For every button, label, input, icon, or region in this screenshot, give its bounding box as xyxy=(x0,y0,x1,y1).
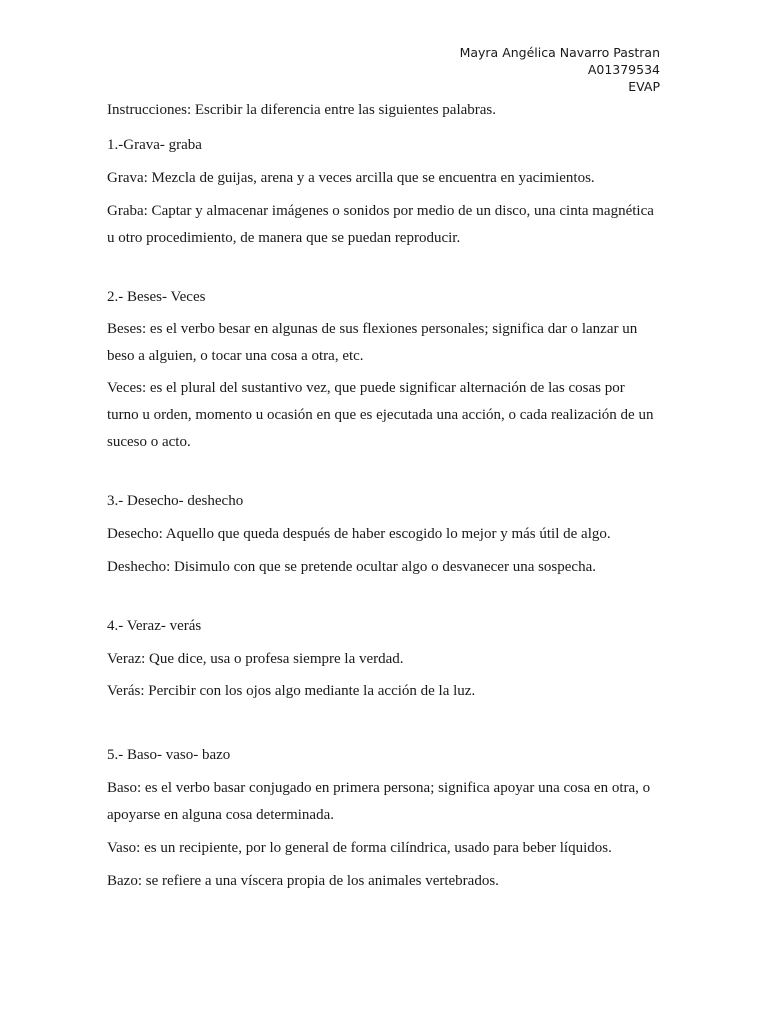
definition-line: suceso o acto. xyxy=(107,434,191,450)
instructions: Instrucciones: Escribir la diferencia entre las siguientes palabras. xyxy=(107,102,497,118)
section-title: 4.- Veraz- verás xyxy=(107,618,202,634)
definition-line: Deshecho: Disimulo con que se pretende ocultar algo o desvanecer una sospecha. xyxy=(107,559,596,575)
definition-line: Bazo: se refiere a una víscera propia de los animales vertebrados. xyxy=(107,873,499,889)
definition-line: Desecho: Aquello que queda después de haber escogido lo mejor y más útil de algo. xyxy=(107,526,611,542)
document-header xyxy=(460,44,660,95)
section-title: 3.- Desecho- deshecho xyxy=(107,493,244,509)
definition-line: Baso: es el verbo basar conjugado en primera persona; significa apoyar una cosa en otra, o xyxy=(107,780,651,796)
definition-line: beso a alguien, o tocar una cosa a otra, etc. xyxy=(107,348,364,364)
definition-line: turno u orden, momento u ocasión en que es ejecutada una acción, o cada realización de un xyxy=(107,407,654,423)
definition-line: apoyarse en alguna cosa determinada. xyxy=(107,807,334,823)
definition-line: Veces: es el plural del sustantivo vez, que puede significar alternación de las cosas por xyxy=(107,380,625,396)
definition-line: u otro procedimiento, de manera que se puedan reproducir. xyxy=(107,230,461,246)
section-title: 1.-Grava- graba xyxy=(107,137,202,153)
definition-line: Grava: Mezcla de guijas, arena y a veces arcilla que se encuentra en yacimientos. xyxy=(107,170,595,186)
definition-line: Beses: es el verbo besar en algunas de sus flexiones personales; significa dar o lanzar un xyxy=(107,321,638,337)
section-title: 5.- Baso- vaso- bazo xyxy=(107,747,231,763)
author-name: Mayra Angélica Navarro Pastran xyxy=(459,45,660,60)
definition-line: Verás: Percibir con los ojos algo mediante la acción de la luz. xyxy=(107,683,476,699)
course-code: EVAP xyxy=(628,79,660,94)
student-id: A01379534 xyxy=(587,62,660,77)
definition-line: Vaso: es un recipiente, por lo general de forma cilíndrica, usado para beber líquidos. xyxy=(107,840,612,856)
section-title: 2.- Beses- Veces xyxy=(107,289,206,305)
definition-line: Veraz: Que dice, usa o profesa siempre la verdad. xyxy=(107,651,404,667)
definition-line: Graba: Captar y almacenar imágenes o sonidos por medio de un disco, una cinta magnética xyxy=(107,203,654,219)
